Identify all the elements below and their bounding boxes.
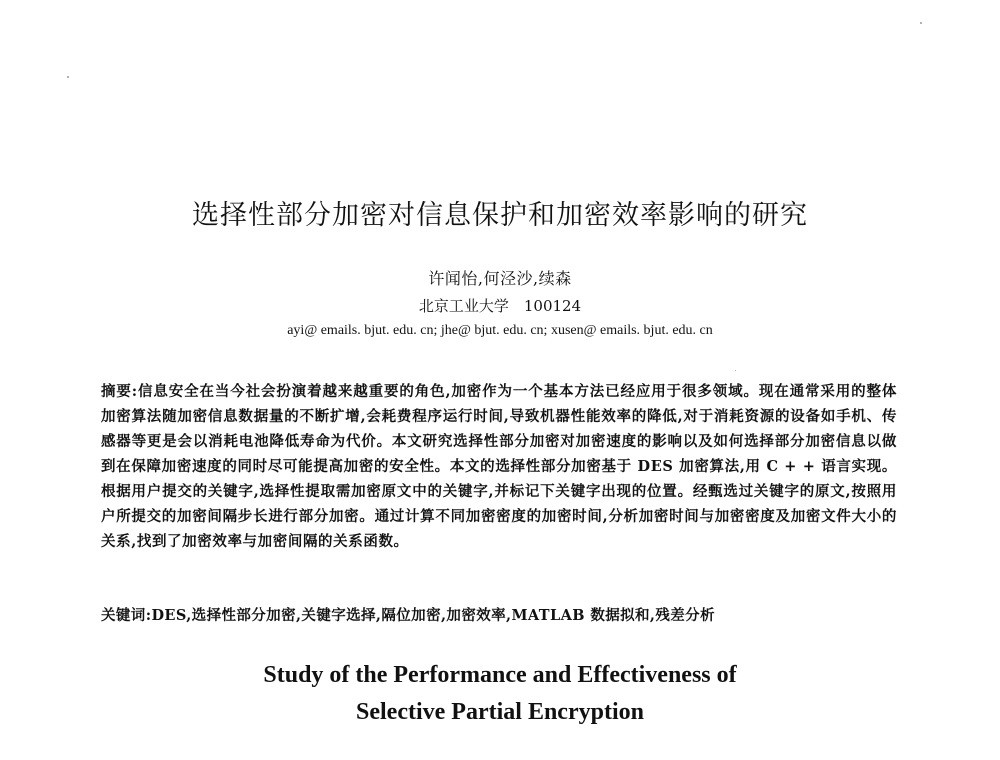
keywords-label: 关键词: — [101, 607, 152, 624]
scan-speck — [735, 370, 736, 371]
english-title-line-1: Study of the Performance and Effectiveness of — [263, 662, 737, 688]
abstract-label: 摘要: — [101, 383, 138, 400]
author-emails: ayi@ emails. bjut. edu. cn; jhe@ bjut. edu. cn; xusen@ emails. bjut. edu. cn — [287, 323, 713, 338]
english-title — [0, 657, 1000, 731]
keywords-text: DES,选择性部分加密,关键字选择,隔位加密,加密效率,MATLAB 数据拟和,残差分析 — [151, 607, 715, 624]
scan-speck — [67, 76, 69, 78]
abstract-text: 信息安全在当今社会扮演着越来越重要的角色,加密作为一个基本方法已经应用于很多领域。现在通常采用的整体加密算法随加密信息数据量的不断扩增,会耗费程序运行时间,导致机器性能效率的降低,对于消耗资源的设备如手机、传感器等更是会以消耗电池降低寿命为代价。本文研究选择性部分加密对加密速度的影响以及如何选择部分加密信息以做到在保障加密速度的同时尽可能提高加密的安全性。本文的选择性部分加密基于 DES 加密算法,用 C + + 语言实现。根据用户提交的关键字,选择性提取需加密原文中的关键字,并标记下关键字出现的位置。经甄选过关键字的原文,按照用户所提交的加密间隔步长进行部分加密。通过计算不同加密密度的加密时间,分析加密时间与加密密度及加密文件大小的关系,找到了加密效率与加密间隔的关系函数。 — [101, 383, 897, 550]
chinese-title: 选择性部分加密对信息保护和加密效率影响的研究 — [192, 200, 808, 231]
scan-speck — [920, 22, 922, 24]
authors: 许闻怡,何泾沙,续森 — [428, 269, 572, 288]
abstract-paragraph — [101, 379, 897, 554]
keywords-line — [101, 603, 897, 628]
affiliation: 北京工业大学 100124 — [418, 297, 582, 315]
english-title-line-2: Selective Partial Encryption — [356, 699, 644, 725]
